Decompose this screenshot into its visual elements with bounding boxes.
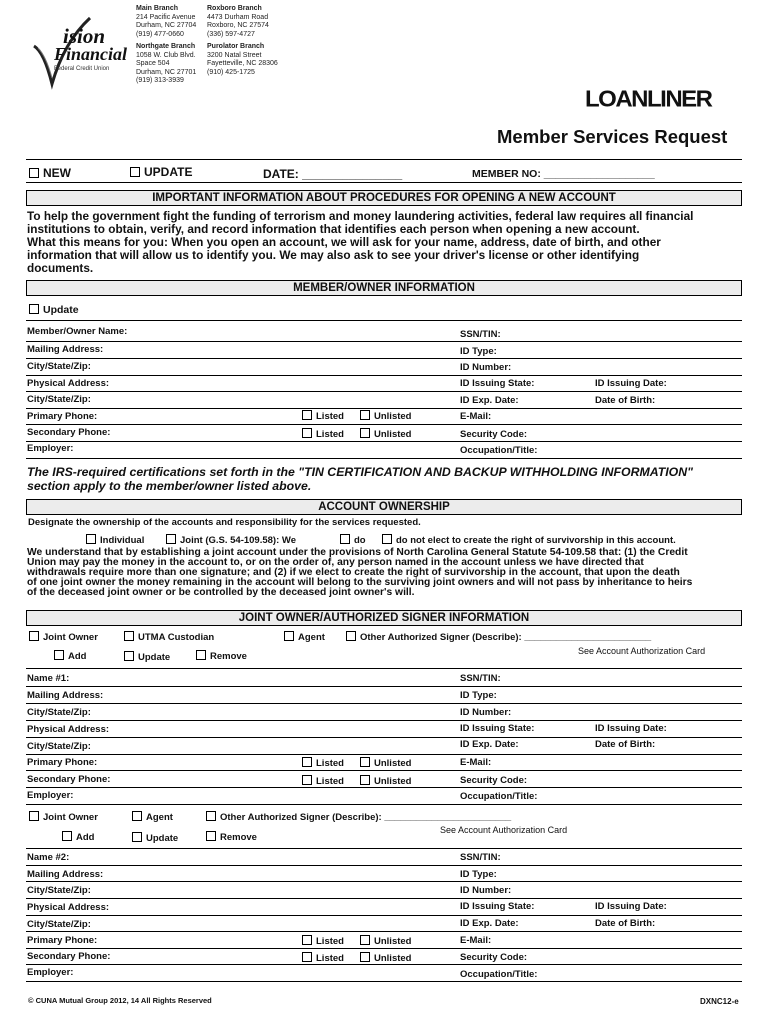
j1-city2-label[interactable]: City/State/Zip: xyxy=(27,741,91,752)
id-exp-date-label[interactable]: ID Exp. Date: xyxy=(460,395,519,406)
unlisted-checkbox[interactable] xyxy=(360,757,370,767)
do-checkbox[interactable] xyxy=(340,534,350,544)
j1-secondary-listed[interactable]: Listed xyxy=(302,775,344,787)
mailing-address-label[interactable]: Mailing Address: xyxy=(27,344,104,355)
member-update-checkbox[interactable] xyxy=(29,304,39,314)
primary-unlisted[interactable]: Unlisted xyxy=(360,410,411,422)
secondary-phone-label[interactable]: Secondary Phone: xyxy=(27,427,111,438)
joint-option[interactable]: Joint (G.S. 54-109.58): We xyxy=(166,534,296,546)
update-checkbox[interactable] xyxy=(124,651,134,661)
copyright: © CUNA Mutual Group 2012, 14 All Rights Reserved xyxy=(28,996,212,1005)
date-of-birth-label[interactable]: Date of Birth: xyxy=(595,395,656,406)
j2-see-card-note: See Account Authorization Card xyxy=(440,825,568,835)
j2-secondary-listed[interactable]: Listed xyxy=(302,952,344,964)
id-number-label[interactable]: ID Number: xyxy=(460,362,512,373)
j2-city-label[interactable]: City/State/Zip: xyxy=(27,885,91,896)
listed-checkbox[interactable] xyxy=(302,410,312,420)
logo-text-vision: ision xyxy=(63,24,106,48)
j1-email-label[interactable]: E-Mail: xyxy=(460,757,492,768)
j1-id-issuing-date-label[interactable]: ID Issuing Date: xyxy=(595,723,667,734)
member-no-field[interactable]: MEMBER NO: ___________________ xyxy=(472,168,655,180)
member-update-option[interactable]: Update xyxy=(29,304,79,316)
j2-joint-owner-option[interactable]: Joint Owner xyxy=(29,811,98,823)
other-signer-checkbox[interactable] xyxy=(346,631,356,641)
remove-checkbox[interactable] xyxy=(206,831,216,841)
occupation-label[interactable]: Occupation/Title: xyxy=(460,445,538,456)
joint-account-statement: We understand that by establishing a joint account under the provisions of North Carolina General Statute 54-109.58 that: (1) the Credit Union may pay the money in the account to, or on the order of, any person named in the account unless we have directed that withdrawals require more than one signature; and (2) if we elect to create the right of survivorship in the account, that upon the death of one joint owner the money remaining in the account will belong to the surviving joint owners and will not pass by inheritance to heirs of the deceased joint owner or be controlled by the deceased joint owner's will. xyxy=(27,547,693,598)
j1-dob-label[interactable]: Date of Birth: xyxy=(595,739,656,750)
do-not-option[interactable]: do not elect to create the right of survivorship in this account. xyxy=(382,534,676,546)
j2-dob-label[interactable]: Date of Birth: xyxy=(595,918,656,929)
important-text: To help the government fight the funding of terrorism and money laundering activities, federal law requires all financial institutions to obtain, verify, and record information that identifies each person when opening a new account. What this means for you: When you open an account, we will ask for your name, address, date of birth, and other information that will allow us to identify you. We may also ask to see your driver's license or other identifying documents. xyxy=(27,209,694,275)
update-checkbox[interactable] xyxy=(132,832,142,842)
individual-option[interactable]: Individual xyxy=(86,534,144,546)
joint-owner-checkbox[interactable] xyxy=(29,811,39,821)
agent-option[interactable]: Agent xyxy=(284,631,325,643)
logo-text-financial: Financial xyxy=(54,44,128,64)
j2-id-state-label[interactable]: ID Issuing State: xyxy=(460,901,535,912)
listed-checkbox[interactable] xyxy=(302,935,312,945)
irs-note: The IRS-required certifications set forth in the "TIN CERTIFICATION AND BACKUP WITHHOLDING INFORMATION" section apply to the member/owner listed above. xyxy=(27,465,693,493)
id-issuing-state-label[interactable]: ID Issuing State: xyxy=(460,378,535,389)
j2-employer-label[interactable]: Employer: xyxy=(27,967,74,978)
j2-ssn-label[interactable]: SSN/TIN: xyxy=(460,852,501,863)
physical-address-label[interactable]: Physical Address: xyxy=(27,378,110,389)
j1-physical-label[interactable]: Physical Address: xyxy=(27,724,110,735)
ssn-label[interactable]: SSN/TIN: xyxy=(460,329,501,340)
employer-label[interactable]: Employer: xyxy=(27,443,74,454)
j1-mailing-label[interactable]: Mailing Address: xyxy=(27,690,104,701)
branch-roxboro: Roxboro Branch 4473 Durham Road Roxboro, NC 27574 (336) 597-4727 xyxy=(207,5,269,38)
logo-subtitle: Federal Credit Union xyxy=(54,66,110,72)
j2-primary-listed[interactable]: Listed xyxy=(302,935,344,947)
designate-text: Designate the ownership of the accounts and responsibility for the services requested. xyxy=(28,517,421,528)
j2-primary-unlisted[interactable]: Unlisted xyxy=(360,935,411,947)
add-option[interactable]: Add xyxy=(54,650,86,662)
id-type-label[interactable]: ID Type: xyxy=(460,346,497,357)
do-not-checkbox[interactable] xyxy=(382,534,392,544)
name2-label[interactable]: Name #2: xyxy=(27,852,70,863)
j1-primary-unlisted[interactable]: Unlisted xyxy=(360,757,411,769)
do-option[interactable]: do xyxy=(340,534,366,546)
loanliner-logo: LOANLINER xyxy=(585,86,712,113)
date-field[interactable]: DATE: _______________ xyxy=(263,167,403,181)
j1-secondary-phone-label[interactable]: Secondary Phone: xyxy=(27,774,111,785)
primary-listed[interactable]: Listed xyxy=(302,410,344,422)
j1-city-label[interactable]: City/State/Zip: xyxy=(27,707,91,718)
city-state-zip-2-label[interactable]: City/State/Zip: xyxy=(27,394,91,405)
branch-purolator: Purolator Branch 3200 Natal Street Fayetteville, NC 28306 (910) 425-1725 xyxy=(207,43,278,76)
j1-primary-phone-label[interactable]: Primary Phone: xyxy=(27,757,98,768)
listed-checkbox[interactable] xyxy=(302,428,312,438)
utma-checkbox[interactable] xyxy=(124,631,134,641)
update-option-1[interactable]: Update xyxy=(124,651,170,663)
email-label[interactable]: E-Mail: xyxy=(460,411,492,422)
j2-secondary-phone-label[interactable]: Secondary Phone: xyxy=(27,951,111,962)
new-checkbox[interactable] xyxy=(29,168,39,178)
j2-remove-option[interactable]: Remove xyxy=(206,831,257,843)
j2-id-number-label[interactable]: ID Number: xyxy=(460,885,512,896)
form-code: DXNC12-e xyxy=(700,997,739,1006)
individual-checkbox[interactable] xyxy=(86,534,96,544)
agent-checkbox[interactable] xyxy=(284,631,294,641)
joint-owner-checkbox[interactable] xyxy=(29,631,39,641)
j1-id-number-label[interactable]: ID Number: xyxy=(460,707,512,718)
primary-phone-label[interactable]: Primary Phone: xyxy=(27,411,98,422)
unlisted-checkbox[interactable] xyxy=(360,952,370,962)
unlisted-checkbox[interactable] xyxy=(360,410,370,420)
j2-id-exp-label[interactable]: ID Exp. Date: xyxy=(460,918,519,929)
unlisted-checkbox[interactable] xyxy=(360,428,370,438)
j1-ssn-label[interactable]: SSN/TIN: xyxy=(460,673,501,684)
j2-secondary-unlisted[interactable]: Unlisted xyxy=(360,952,411,964)
new-option[interactable]: NEW xyxy=(29,166,71,180)
j2-security-label[interactable]: Security Code: xyxy=(460,952,528,963)
j1-id-state-label[interactable]: ID Issuing State: xyxy=(460,723,535,734)
j1-primary-listed[interactable]: Listed xyxy=(302,757,344,769)
utma-option[interactable]: UTMA Custodian xyxy=(124,631,214,643)
update-checkbox[interactable] xyxy=(130,167,140,177)
member-name-label[interactable]: Member/Owner Name: xyxy=(27,326,128,337)
unlisted-checkbox[interactable] xyxy=(360,935,370,945)
account-ownership-heading: ACCOUNT OWNERSHIP xyxy=(26,499,742,515)
j1-secondary-unlisted[interactable]: Unlisted xyxy=(360,775,411,787)
other-signer-checkbox[interactable] xyxy=(206,811,216,821)
branch-main: Main Branch 214 Pacific Avenue Durham, NC 27704 (919) 477-0660 xyxy=(136,5,197,38)
joint-owner-option[interactable]: Joint Owner xyxy=(29,631,98,643)
j2-id-type-label[interactable]: ID Type: xyxy=(460,869,497,880)
important-heading: IMPORTANT INFORMATION ABOUT PROCEDURES FOR OPENING A NEW ACCOUNT xyxy=(26,190,742,206)
j2-physical-label[interactable]: Physical Address: xyxy=(27,902,110,913)
j2-agent-option[interactable]: Agent xyxy=(132,811,173,823)
listed-checkbox[interactable] xyxy=(302,757,312,767)
j1-id-type-label[interactable]: ID Type: xyxy=(460,690,497,701)
remove-checkbox[interactable] xyxy=(196,650,206,660)
j2-city2-label[interactable]: City/State/Zip: xyxy=(27,919,91,930)
j1-employer-label[interactable]: Employer: xyxy=(27,790,74,801)
j1-id-exp-label[interactable]: ID Exp. Date: xyxy=(460,739,519,750)
j2-id-issuing-date-label[interactable]: ID Issuing Date: xyxy=(595,901,667,912)
joint-checkbox[interactable] xyxy=(166,534,176,544)
security-code-label[interactable]: Security Code: xyxy=(460,429,528,440)
j2-mailing-label[interactable]: Mailing Address: xyxy=(27,869,104,880)
j2-add-option[interactable]: Add xyxy=(62,831,94,843)
agent-checkbox[interactable] xyxy=(132,811,142,821)
see-card-note: See Account Authorization Card xyxy=(578,646,706,656)
form-title: Member Services Request xyxy=(497,126,728,147)
j2-update-option[interactable]: Update xyxy=(132,832,178,844)
j2-occupation-label[interactable]: Occupation/Title: xyxy=(460,969,538,980)
unlisted-checkbox[interactable] xyxy=(360,775,370,785)
member-owner-heading: MEMBER/OWNER INFORMATION xyxy=(26,280,742,296)
name1-label[interactable]: Name #1: xyxy=(27,673,70,684)
j1-security-label[interactable]: Security Code: xyxy=(460,775,528,786)
city-state-zip-label[interactable]: City/State/Zip: xyxy=(27,361,91,372)
update-option[interactable]: UPDATE xyxy=(130,165,192,179)
add-checkbox[interactable] xyxy=(54,650,64,660)
j2-email-label[interactable]: E-Mail: xyxy=(460,935,492,946)
j1-occupation-label[interactable]: Occupation/Title: xyxy=(460,791,538,802)
joint-owner-heading: JOINT OWNER/AUTHORIZED SIGNER INFORMATION xyxy=(26,610,742,626)
listed-checkbox[interactable] xyxy=(302,775,312,785)
secondary-unlisted[interactable]: Unlisted xyxy=(360,428,411,440)
add-checkbox[interactable] xyxy=(62,831,72,841)
secondary-listed[interactable]: Listed xyxy=(302,428,344,440)
other-signer-option[interactable]: Other Authorized Signer (Describe): ________________________ xyxy=(346,631,651,643)
remove-option[interactable]: Remove xyxy=(196,650,247,662)
j2-other-signer-option[interactable]: Other Authorized Signer (Describe): ________________________ xyxy=(206,811,511,823)
j2-primary-phone-label[interactable]: Primary Phone: xyxy=(27,935,98,946)
listed-checkbox[interactable] xyxy=(302,952,312,962)
branch-northgate: Northgate Branch 1058 W. Club Blvd. Space 504 Durham, NC 27701 (919) 313-3939 xyxy=(136,43,197,84)
id-issuing-date-label[interactable]: ID Issuing Date: xyxy=(595,378,667,389)
